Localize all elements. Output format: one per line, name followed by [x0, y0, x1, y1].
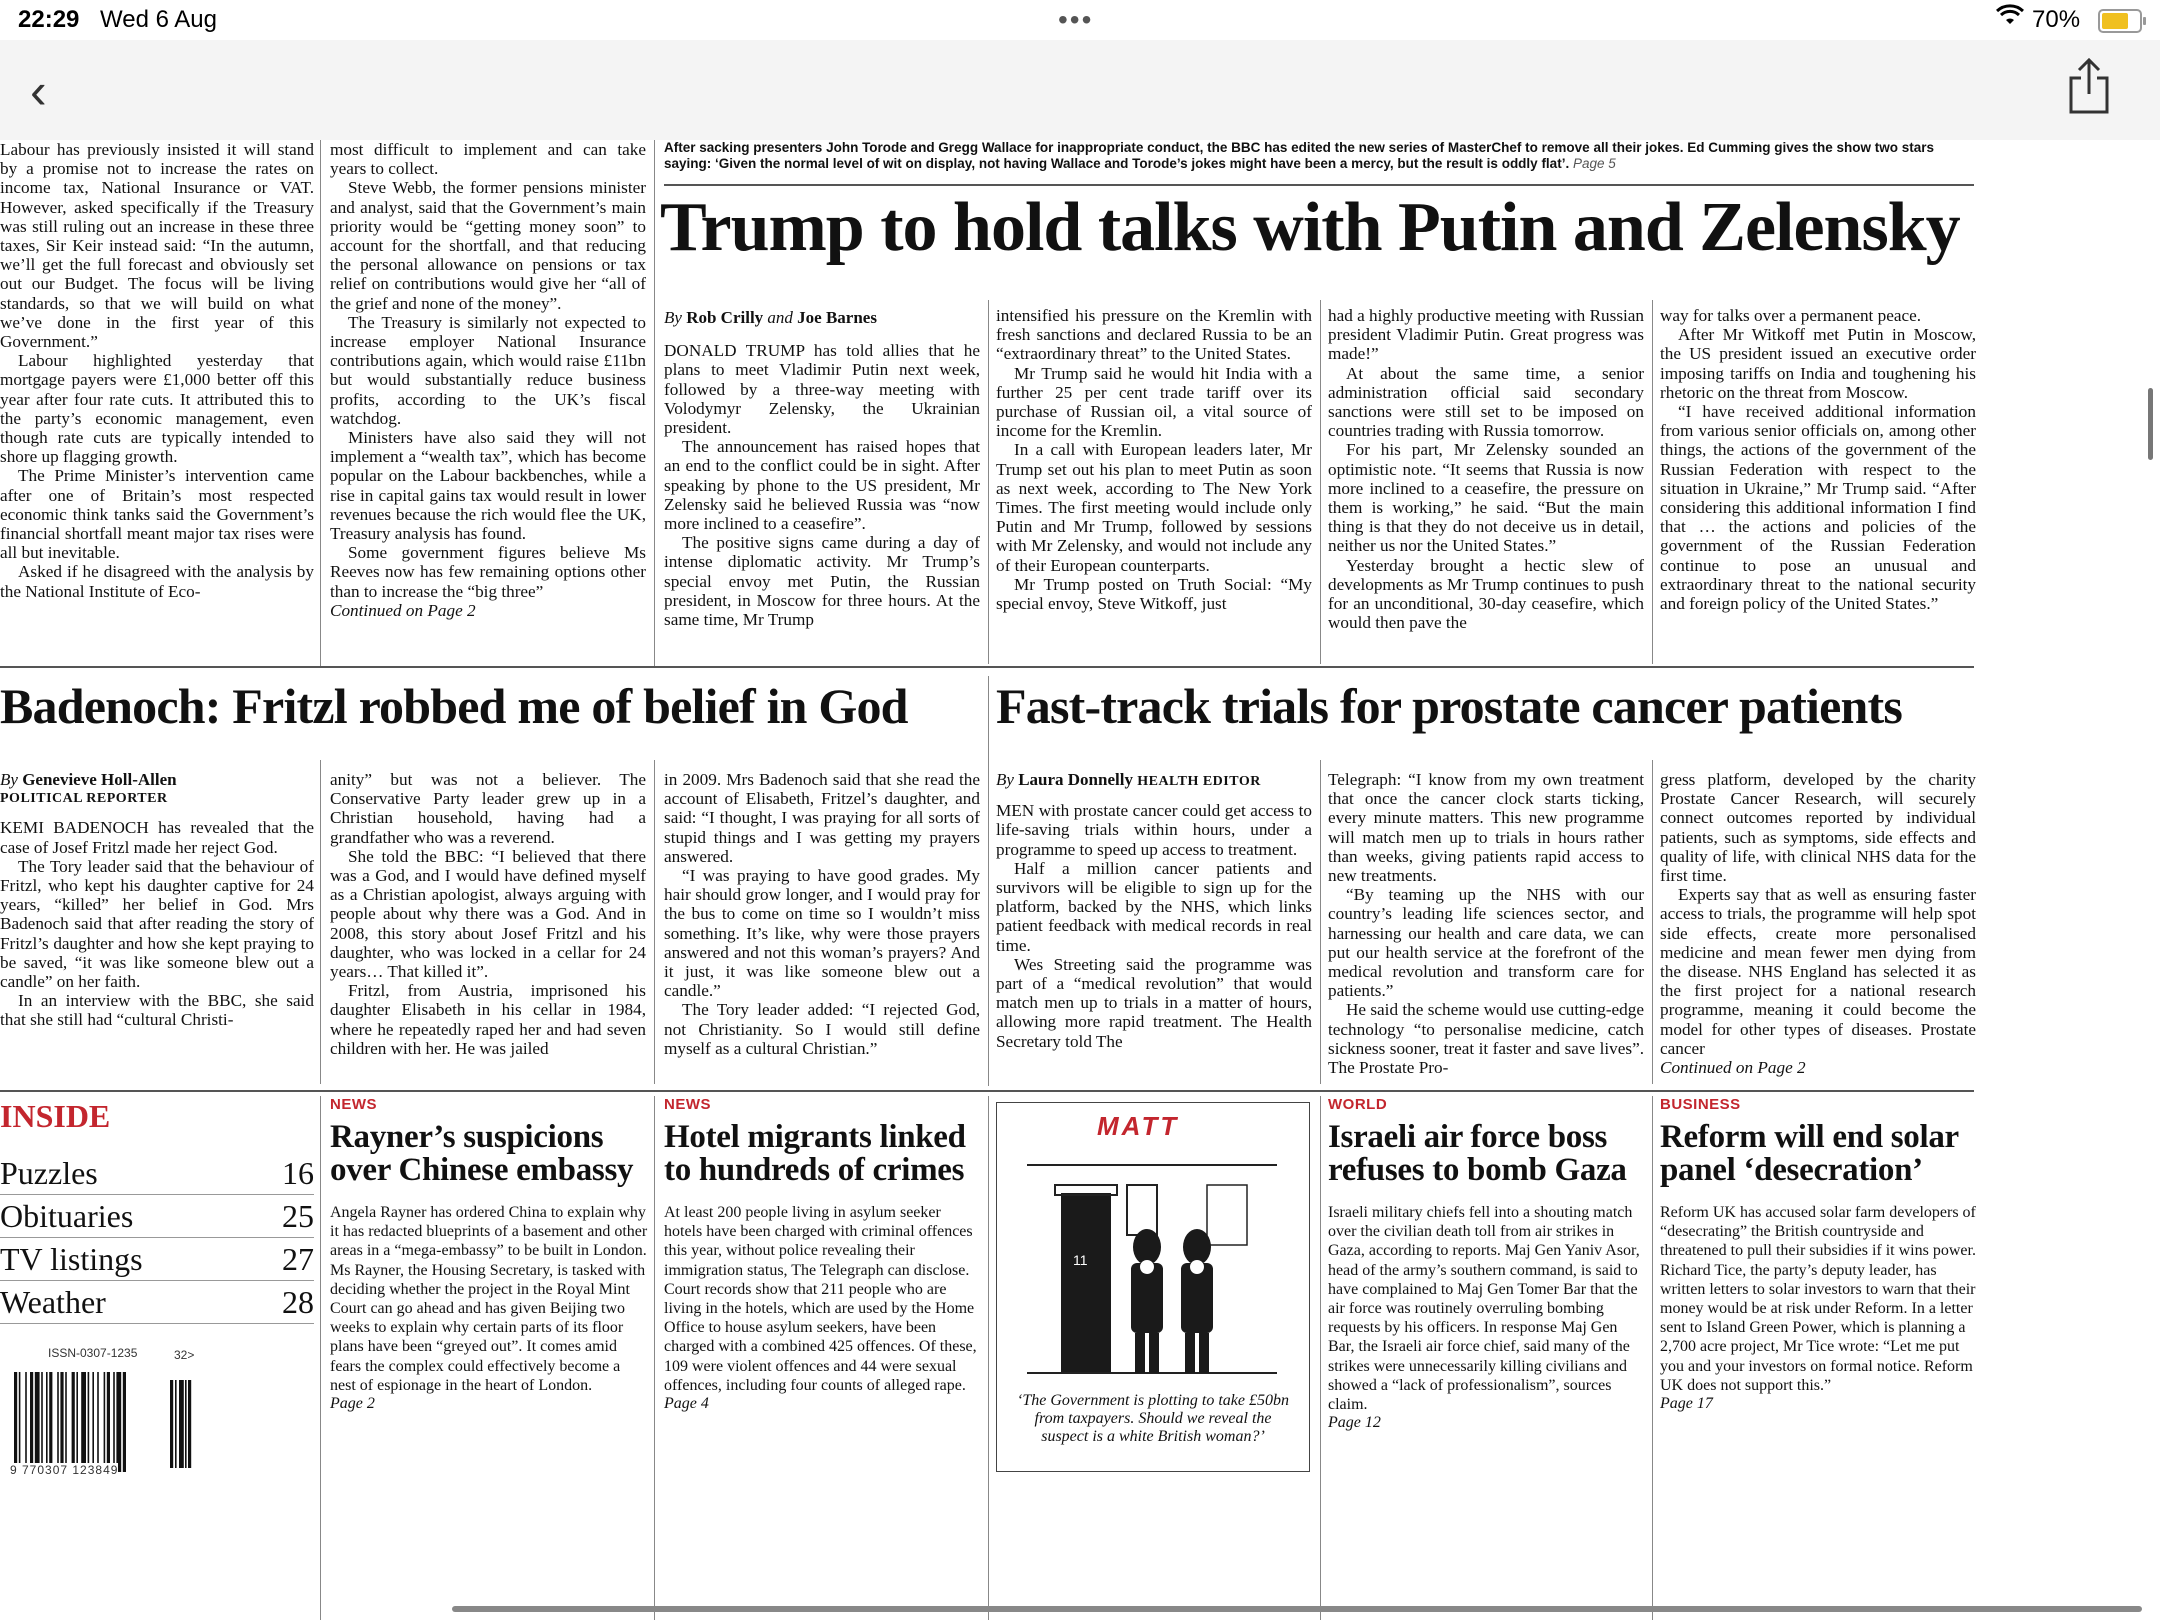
column-rule — [654, 760, 655, 1084]
teaser-headline: Rayner’s suspicions over Chinese embassy — [330, 1119, 634, 1188]
door-number: 11 — [1073, 1252, 1088, 1268]
column-rule — [1320, 300, 1321, 664]
inside-index — [0, 1152, 314, 1324]
teaser-page: Page 2 — [330, 1395, 375, 1413]
column-rule — [320, 1096, 321, 1620]
paragraph: DONALD TRUMP has told allies that he plans to meet Vladimir Putin next week, followed by a three-way meeting with Volodymyr Zelensky, the Ukrainian president. — [664, 341, 980, 438]
back-chevron-icon[interactable]: ‹ — [30, 63, 47, 119]
paragraph: The Tory leader added: “I rejected God, not Christianity. So I would still define myself as a cultural Christian.” — [664, 1000, 980, 1058]
badenoch-byline: By Genevieve Holl-Allen — [0, 770, 177, 789]
paragraph: Half a million cancer patients and survivors will be eligible to sign up for the platform, backed by the NHS, which links patient feedback with medical records in real time. — [996, 858, 1312, 955]
paragraph: “By teaming up the NHS with our country’s leading life sciences sector, and harnessing our health and care data, we can put our health service at the forefront of the medical revolution and transform care for patients.” — [1328, 885, 1644, 1001]
teaser-category: NEWS — [330, 1096, 377, 1113]
newspaper-page — [0, 140, 2160, 1620]
teaser-rayner[interactable] — [330, 1096, 648, 1413]
paragraph: Mr Trump posted on Truth Social: “My special envoy, Steve Witkoff, just — [996, 574, 1312, 614]
trump-story-column-4 — [1660, 306, 1976, 662]
share-icon[interactable] — [2066, 56, 2112, 116]
paragraph: Some government figures believe Ms Reeves now has few remaining options other than to increase the “big three” — [330, 543, 646, 601]
column-rule — [1320, 1096, 1321, 1620]
paragraph: Steve Webb, the former pensions minister and analyst, said that the Government’s main priority would be “getting money soon” to account for the shortfall, and that reducing the personal allowance on pensions or tax relief on contributions would give her “all of the grief and none of the money”. — [330, 178, 646, 313]
teaser-hotel-migrants[interactable] — [664, 1096, 982, 1413]
paragraph: intensified his pressure on the Kremlin with fresh sanctions and declared Russia to be an “extraordinary threat” to the United States. — [996, 306, 1312, 364]
paragraph: After Mr Witkoff met Putin in Moscow, the US president issued an executive order imposing tariffs on India and toughening his rhetoric on the threat from Moscow. — [1660, 325, 1976, 402]
column-rule — [320, 760, 321, 1084]
tax-story-column-2 — [330, 140, 646, 660]
paragraph: in 2009. Mrs Badenoch said that she read the account of Elisabeth, Fritzel’s daughter, and said: “I thought, I was praying for all sorts of stupid things and I was getting my prayers answered. — [664, 770, 980, 866]
barcode-number: 9 770307 123849 — [10, 1463, 119, 1477]
paragraph: The Prime Minister’s intervention came after one of Britain’s most respected economic think tanks said the Government’s financial shortfall meant major tax rises were all but inevitable. — [0, 466, 314, 563]
continued-link[interactable]: Continued on Page 2 — [330, 600, 476, 620]
inside-item[interactable]: Puzzles 16 — [0, 1152, 314, 1195]
paragraph: Labour highlighted yesterday that mortgage payers were £1,000 better off this year after four rate cuts. It attributed this to the party’s economic management, even though rate cuts are typically intended to shore up flagging growth. — [0, 351, 314, 467]
headline-rule — [664, 184, 1974, 186]
barcode-addon-number: 32> — [174, 1348, 195, 1362]
paragraph: She told the BBC: “I believed that there was a God, and I would have defined myself as a Christian apologist, always arguing with people about why there was a God. And in 2008, this story about Josef Fritzl and his daughter, who was locked in a cellar for 24 years… That killed it”. — [330, 846, 646, 982]
column-rule — [988, 300, 989, 664]
vertical-scrollbar[interactable] — [2148, 388, 2153, 460]
battery-icon — [2098, 9, 2142, 33]
paragraph: Asked if he disagreed with the analysis by the National Institute of Eco- — [0, 562, 314, 601]
prostate-story-column-1 — [996, 770, 1312, 1082]
cartoon-signature: MATT — [1097, 1111, 1180, 1141]
paragraph: anity” but was not a believer. The Conservative Party leader grew up in a Christian household, having had a grandfather who was a reverend. — [330, 770, 646, 847]
battery-percent: 70% — [2032, 6, 2081, 33]
paragraph: The announcement has raised hopes that an end to the conflict could be in sight. After speaking by phone to the US president, Mr Zelensky said he believed Russia was “now more inclined to a ceasefire”. — [664, 437, 980, 534]
paragraph: gress platform, developed by the charity Prostate Cancer Research, will securely connect outcomes reported by individual patients, such as symptoms, side effects and quality of life, with clinical NHS data for the first time. — [1660, 770, 1976, 886]
teaser-headline: Israeli air force boss refuses to bomb Gaza — [1328, 1119, 1627, 1188]
trump-byline: By Rob Crilly and Joe Barnes — [664, 308, 877, 327]
badenoch-headline[interactable]: Badenoch: Fritzl robbed me of belief in God — [0, 678, 908, 734]
paragraph: Experts say that as well as ensuring faster access to trials, the programme will help spot side effects, create more personalised medicine and mean fewer men dying from the disease. NHS England has selected it as the first project for a national research programme, meaning it could become the model for other types of diseases. Prostate cancer — [1660, 885, 1976, 1058]
horizontal-scrollbar[interactable] — [452, 1606, 2142, 1612]
paragraph: The Tory leader said that the behaviour of Fritzl, who kept his daughter captive for 24 years, “killed” her belief in God. Mrs Badenoch said that after reading the story of Fritzl’s daughter and how she kept praying to be saved, “it was like someone blew out a candle” on her faith. — [0, 856, 314, 992]
inside-item[interactable]: TV listings 27 — [0, 1238, 314, 1281]
trump-headline[interactable]: Trump to hold talks with Putin and Zelensky — [660, 189, 1960, 266]
paragraph: Mr Trump said he would hit India with a further 25 per cent trade tariff over its purchase of Russian oil, a vital source of income for the Kremlin. — [996, 363, 1312, 441]
trump-story-column-2 — [996, 306, 1312, 662]
masterchef-kicker[interactable] — [664, 140, 1974, 172]
trump-story-column-3 — [1328, 306, 1644, 662]
teaser-page: Page 12 — [1328, 1414, 1381, 1432]
badenoch-story-column-3 — [664, 770, 980, 1082]
paragraph: “I was praying to have good grades. My hair should grow longer, and I would pray for the bus to come on time so I wouldn’t miss something. It’s like, why were those prayers answered and not this woman’s prayers? And it just, it was like someone blew out a candle.” — [664, 866, 980, 1001]
badenoch-story-column-1 — [0, 770, 314, 1082]
status-date: Wed 6 Aug — [100, 6, 217, 33]
column-rule — [988, 676, 989, 1086]
column-rule — [1652, 300, 1653, 664]
paragraph: In an interview with the BBC, she said that she still had “cultural Christi- — [0, 991, 314, 1030]
continued-link[interactable]: Continued on Page 2 — [1660, 1058, 1806, 1078]
paragraph: Wes Streeting said the programme was part of a “medical revolution” that would match men up to trials in a matter of hours, allowing more rapid treatment. The Health Secretary told The — [996, 954, 1312, 1051]
issn-label: ISSN-0307-1235 — [48, 1346, 138, 1360]
kicker-text: After sacking presenters John Torode and Gregg Wallace for inappropriate conduct, the BBC has edited the new series of MasterChef to remove all their jokes. Ed Cumming gives the show two stars saying: ‘Given the normal level of wit on display, not having Wallace and Torode’s jokes might have been a mercy, but the result is oddly flat’. — [664, 140, 1935, 171]
column-rule — [654, 140, 655, 666]
byline-role: POLITICAL REPORTER — [0, 791, 168, 807]
downing-street-drawing-icon — [1027, 1155, 1277, 1385]
paragraph: The Treasury is similarly not expected to increase employer National Insurance contributions again, which would raise £11bn but would substantially reduce business profits, according to the UK’s fiscal watchdog. — [330, 312, 646, 428]
paragraph: most difficult to implement and can take years to collect. — [330, 140, 646, 179]
badenoch-story-column-2 — [330, 770, 646, 1082]
paragraph: MEN with prostate cancer could get access to life-saving trials within hours, under a programme to speed up access to treatment. — [996, 801, 1312, 859]
tax-story-column-1 — [0, 140, 314, 660]
teaser-reform-solar[interactable] — [1660, 1096, 1978, 1413]
status-bar — [0, 0, 2160, 40]
column-rule — [1652, 1096, 1653, 1620]
paragraph: For his part, Mr Zelensky sounded an optimistic note. “It seems that Russia is now more inclined to a ceasefire, the pressure on them is working,” he said. “But the main thing is that they do not deceive us in detail, neither us nor the United States.” — [1328, 440, 1644, 556]
column-rule — [1320, 760, 1321, 1084]
paragraph: had a highly productive meeting with Russian president Vladimir Putin. Great progress was made!” — [1328, 306, 1644, 364]
paragraph: Labour has previously insisted it will stand by a promise not to increase the rates on income tax, National Insurance or VAT. However, asked specifically if the Treasury was still ruling out an increase in these three taxes, Sir Keir instead said: “In the autumn, we’ll get the full forecast and obviously set out our Budget. The focus will be living standards, so that we will build on what we’ve done in the first year of this Government.” — [0, 140, 314, 352]
section-rule — [0, 1090, 1974, 1092]
multitask-dots-icon[interactable]: ••• — [1058, 4, 1094, 35]
teaser-category: NEWS — [664, 1096, 711, 1113]
inside-item[interactable]: Obituaries 25 — [0, 1195, 314, 1238]
paragraph: Fritzl, from Austria, imprisoned his daughter Elisabeth in his cellar in 1984, where he repeatedly raped her and had seven children with her. He was jailed — [330, 981, 646, 1058]
prostate-byline: By Laura Donnelly HEALTH EDITOR — [996, 770, 1261, 789]
trump-story-column-1 — [664, 308, 980, 662]
teaser-israeli-air-force[interactable] — [1328, 1096, 1646, 1432]
teaser-page: Page 17 — [1660, 1395, 1713, 1413]
paragraph: Ministers have also said they will not implement a “wealth tax”, which has become popular on the Labour backbenches, while a rise in capital gains tax would result in lower revenues because the rich would flee the UK, Treasury analysis has found. — [330, 428, 646, 544]
column-rule — [320, 140, 321, 666]
prostate-story-column-3 — [1660, 770, 1976, 1082]
inside-title: INSIDE — [0, 1098, 111, 1134]
teaser-category: BUSINESS — [1660, 1096, 1741, 1113]
teaser-category: WORLD — [1328, 1096, 1388, 1113]
paragraph: In a call with European leaders later, Mr Trump set out his plan to meet Putin as soon as next week, according to The New York Times. The first meeting would include only Putin and Mr Trump, followed by sessions with Mr Zelensky, and would not include any of their European counterparts. — [996, 440, 1312, 575]
reader-toolbar — [0, 40, 2160, 140]
wifi-icon — [1996, 4, 2024, 28]
paragraph: The positive signs came during a day of intense diplomatic activity. Mr Trump’s special envoy met Putin, the Russian president, in Moscow for three hours. At the same time, Mr Trump — [664, 533, 980, 630]
paragraph: “I have received additional information from various senior officials on, among other things, the actions of the government of the Russian Federation with respect to the situation in Ukraine,” Mr Trump said. “After considering this additional information I find that … the actions and policies of the government of the Russian Federation continue to pose an unusual and extraordinary threat to the national security and foreign policy of the United States.” — [1660, 402, 1976, 614]
prostate-story-column-2 — [1328, 770, 1644, 1082]
paragraph: At about the same time, a senior administration official said secondary sanctions were still set to be imposed on countries trading with Russia tomorrow. — [1328, 363, 1644, 441]
teaser-page: Page 4 — [664, 1395, 709, 1413]
teaser-headline: Reform will end solar panel ‘desecration’ — [1660, 1119, 1959, 1188]
column-rule — [988, 1096, 989, 1620]
teaser-body: Angela Rayner has ordered China to explain why it has redacted blueprints of a basement and other areas in a “mega-embassy” to be built in London. Ms Rayner, the Housing Secretary, is tasked with deciding whether the project in the Royal Mint Court can go ahead and has given Beijing two weeks to explain why certain parts of its floor plans have been “greyed out”. It comes amid fears the complex could effectively become a nest of espionage in the heart of London. — [330, 1204, 648, 1394]
inside-item[interactable]: Weather 28 — [0, 1281, 314, 1324]
prostate-headline[interactable]: Fast-track trials for prostate cancer patients — [996, 678, 1903, 734]
teaser-body: Israeli military chiefs fell into a shouting match over the civilian death toll from air strikes in Gaza, according to reports. Maj Gen Yaniv Asor, head of the army’s southern command, is said to have complained to Maj Gen Tomer Bar that the air force was routinely overruling bombing requests by his officers. In response Maj Gen Bar, the Israeli air force chief, said many of the strikes were unnecessarily killing civilians and showed a “lack of professionalism”, sources claim. — [1328, 1204, 1640, 1414]
column-rule — [654, 1096, 655, 1620]
column-rule — [1652, 760, 1653, 1084]
teaser-headline: Hotel migrants linked to hundreds of crimes — [664, 1119, 966, 1188]
teaser-body: Reform UK has accused solar farm developers of “desecrating” the British countryside and threatened to pull their subsidies if it wins power. Richard Tice, the party’s deputy leader, has written letters to solar investors to warn that their money would be at risk under Reform. In a letter sent to Island Green Power, which is planning a 2,700 acre project, Mr Tice wrote: “Let me put you and your investors on formal notice. Reform UK does not support this.” — [1660, 1204, 1976, 1394]
paragraph: KEMI BADENOCH has revealed that the case of Josef Fritzl made her reject God. — [0, 818, 314, 857]
matt-cartoon — [996, 1102, 1310, 1472]
section-rule — [0, 666, 1974, 668]
cartoon-caption: ‘The Government is plotting to take £50bn from taxpayers. Should we reveal the suspect is a white British woman?’ — [1017, 1392, 1289, 1445]
paragraph: He said the scheme would use cutting-edge technology “to personalise medicine, catch sickness sooner, treat it faster and save lives”. The Prostate Pro- — [1328, 1000, 1644, 1078]
teaser-body: At least 200 people living in asylum seeker hotels have been charged with criminal offences this year, without police revealing their immigration status, The Telegraph can disclose. Court records show that 211 people who are living in the hotels, which are used by the Home Office to house asylum seekers, have been charged with a combined 425 offences. Of these, 109 were violent offences and 44 were sexual offences, including four counts of alleged rape. — [664, 1204, 977, 1394]
paragraph: Yesterday brought a hectic slew of developments as Mr Trump continues to push for an unconditional, 30-day ceasefire, which would then pave the — [1328, 555, 1644, 633]
kicker-page: Page 5 — [1572, 156, 1616, 171]
paragraph: Telegraph: “I know from my own treatment that once the cancer clock starts ticking, every minute matters. This new programme will match men up to trials in hours rather than weeks, giving patients rapid access to new treatments. — [1328, 770, 1644, 886]
paragraph: way for talks over a permanent peace. — [1660, 306, 1922, 325]
status-time: 22:29 — [18, 6, 80, 33]
